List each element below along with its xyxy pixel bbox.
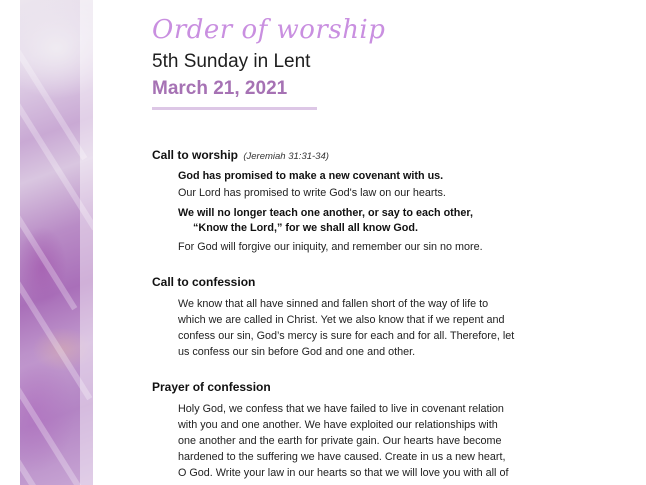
paragraph-line: hardened to the suffering we have caused. Create in us a new heart, [178, 451, 506, 463]
decorative-marble-strip [20, 0, 93, 485]
call-to-confession-paragraph [178, 296, 558, 360]
section-heading-text: Call to confession [152, 275, 256, 289]
paragraph-line: us confess our sin before God and one and other. [178, 346, 416, 358]
marble-streak [20, 21, 87, 160]
paragraph-line: Holy God, we confess that we have failed to live in covenant relation [178, 403, 504, 415]
title-underline [152, 107, 317, 110]
liturgy-line: For God will forgive our iniquity, and remember our sin no more. [178, 241, 483, 253]
strip-light-overlay [80, 0, 93, 485]
paragraph-line: O God. Write your law in our hearts so that we will love you with all of [178, 467, 509, 479]
section-heading-text: Call to worship [152, 148, 239, 162]
paragraph-line: which we are called in Christ. Yet we also know that if we repent and [178, 314, 505, 326]
liturgy-line: We will no longer teach one another, or say to each other, [178, 207, 473, 219]
paragraph-line: one another and the earth for private gain. Our hearts have become [178, 435, 502, 447]
service-date: March 21, 2021 [152, 78, 288, 99]
prayer-of-confession-paragraph [178, 401, 558, 481]
prayer-of-confession-heading [152, 380, 271, 394]
liturgy-line: Our Lord has promised to write God's law on our hearts. [178, 187, 446, 199]
marble-streak [20, 431, 87, 485]
section-heading-text: Prayer of confession [152, 380, 271, 394]
script-title: Order of worship [152, 15, 386, 45]
paragraph-line: We know that all have sinned and fallen short of the way of life to [178, 298, 489, 310]
call-to-confession-heading [152, 275, 255, 289]
call-to-worship-heading [152, 148, 329, 162]
page-subtitle: 5th Sunday in Lent [152, 51, 311, 72]
liturgy-line: God has promised to make a new covenant with us. [178, 170, 444, 182]
liturgy-line: “Know the Lord,” for we shall all know God. [193, 222, 418, 234]
paragraph-line: with you and one another. We have exploited our relationships with [178, 419, 498, 431]
scripture-reference: (Jeremiah 31:31-34) [243, 151, 329, 162]
paragraph-line: confess our sin, God’s mercy is sure for each and for all. Therefore, let [178, 330, 515, 342]
